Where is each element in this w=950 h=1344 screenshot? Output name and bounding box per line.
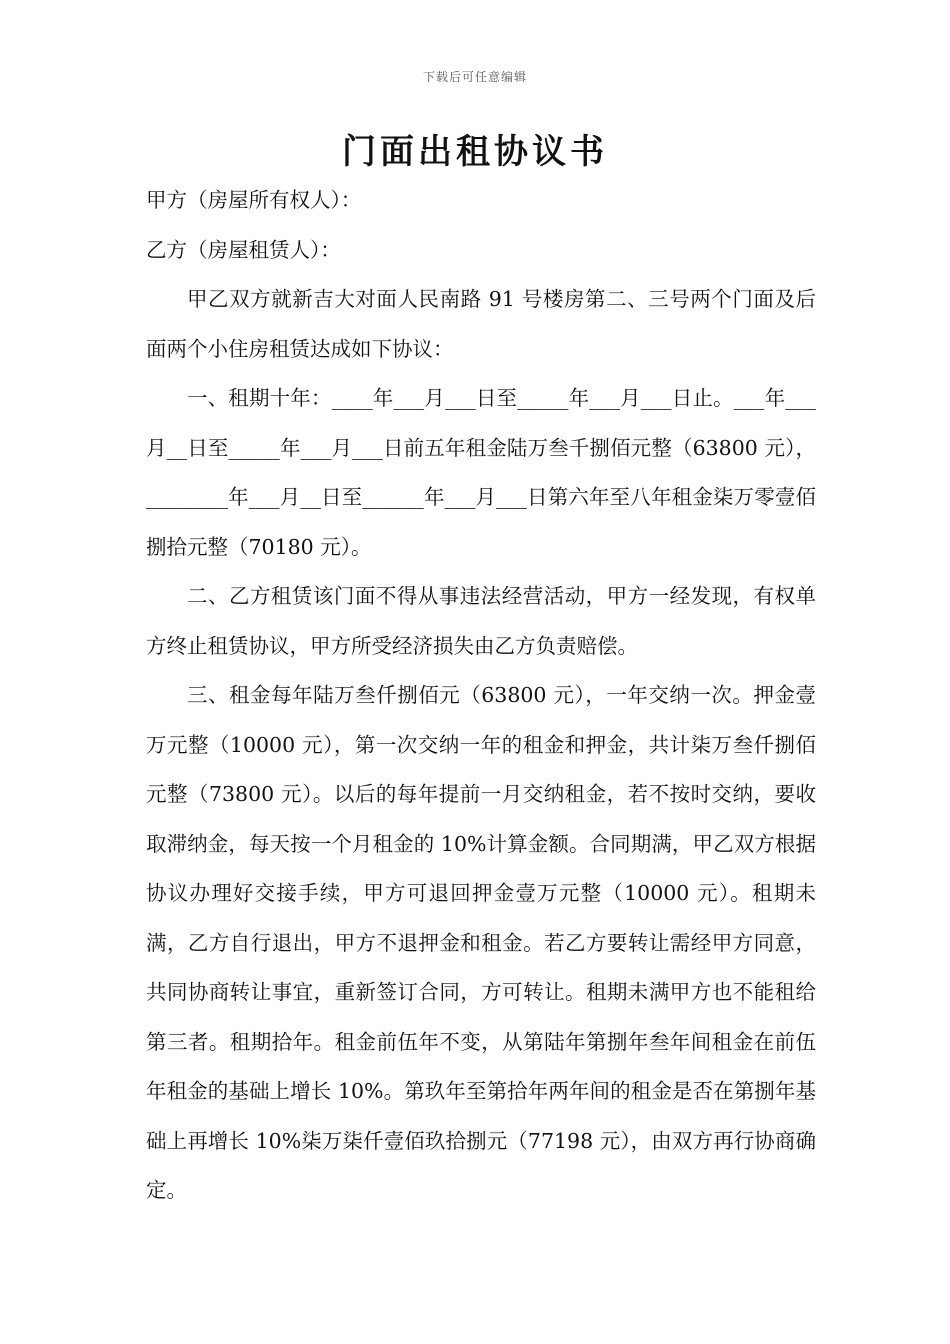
header-note: 下载后可任意编辑 [422,70,527,84]
party-a-line: 甲方（房屋所有权人）： [146,188,362,212]
document-title: 门面出租协议书 [342,132,608,172]
paragraph-clause-3: 三、租金每年陆万叁仟捌佰元（63800 元），一年交纳一次。押金壹万元整（10000 元），第一次交纳一年的租金和押金，共计柒万叁仟捌佰元整（73800 元）。以后的每年提前一月交纳租金，若不按时交纳，要收取滞纳金，每天按一个月租金的 10%计算金额。合同期满，甲乙双方根据协议办理好交接手续，甲方可退回押金壹万元整（10000 元）。租期未满，乙方自行退出，甲方不退押金和租金。若乙方要转让需经甲方同意，共同协商转让事宜，重新签订合同，方可转让。租期未满甲方也不能租给第三者。租期拾年。租金前伍年不变，从第陆年第捌年叁年间租金在前伍年租金的基础上增长 10%。第玖年至第拾年两年间的租金是否在第捌年基础上再增长 10%柒万柒仟壹佰玖拾捌元（77198 元），由双方再行协商确定。 [146,683,816,1202]
paragraph-clause-2: 二、乙方租赁该门面不得从事违法经营活动，甲方一经发现，有权单方终止租赁协议，甲方所受经济损失由乙方负责赔偿。 [146,584,816,658]
paragraph-clause-1: 一、租期十年：____年___月___日至_____年___月___日止。___年___月__日至_____年___月___日前五年租金陆万叁千捌佰元整（63800 元），________年___月__日至______年___月___日第六年至八年租金柒万零壹佰捌拾元整（70180 元）。 [146,386,816,559]
party-b-line: 乙方（房屋租赁人）： [146,237,341,262]
document-body [146,176,816,1216]
paragraph-intro: 甲乙双方就新吉大对面人民南路 91 号楼房第二、三号两个门面及后面两个小住房租赁达成如下协议： [146,287,816,361]
